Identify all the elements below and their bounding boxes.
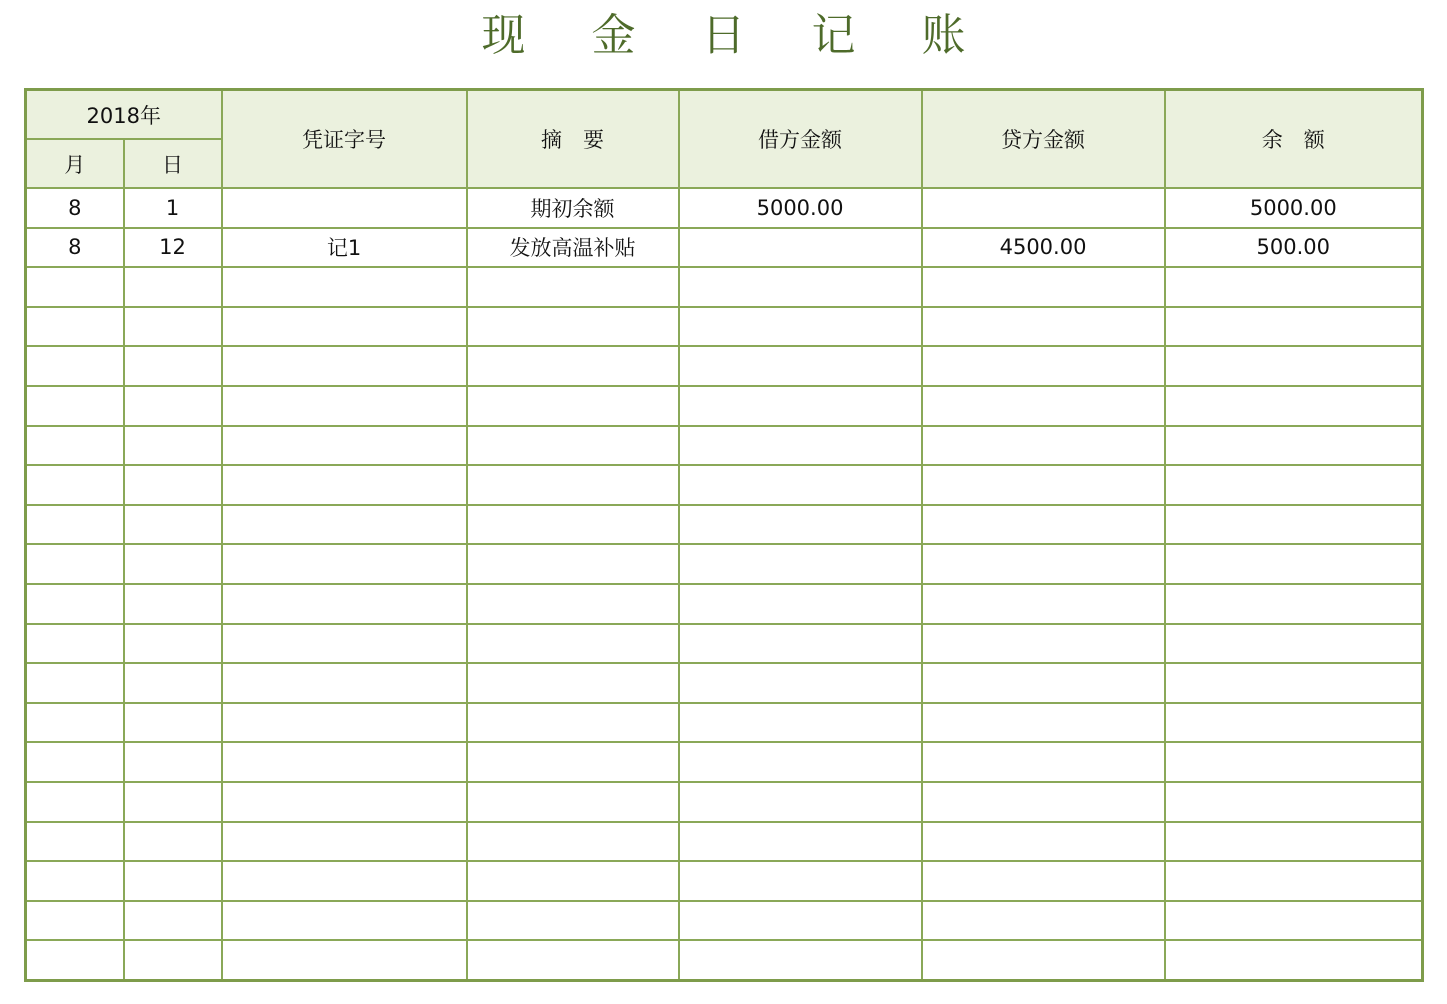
cell-debit[interactable] bbox=[679, 584, 922, 624]
cell-credit[interactable] bbox=[922, 188, 1165, 228]
cell-voucher[interactable] bbox=[222, 584, 467, 624]
header-month: 月 bbox=[26, 139, 124, 188]
cell-day[interactable] bbox=[124, 624, 222, 664]
cell-credit[interactable] bbox=[922, 703, 1165, 743]
cell-voucher[interactable] bbox=[222, 267, 467, 307]
cell-debit[interactable] bbox=[679, 703, 922, 743]
cell-balance[interactable] bbox=[1165, 426, 1423, 466]
cell-balance[interactable] bbox=[1165, 346, 1423, 386]
cell-day[interactable] bbox=[124, 544, 222, 584]
cell-voucher[interactable] bbox=[222, 663, 467, 703]
cell-voucher[interactable] bbox=[222, 544, 467, 584]
cell-summary[interactable]: 发放高温补贴 bbox=[467, 228, 679, 268]
table-row bbox=[26, 505, 1423, 545]
table-row bbox=[26, 940, 1423, 980]
cell-balance[interactable] bbox=[1165, 703, 1423, 743]
cell-summary[interactable]: 期初余额 bbox=[467, 188, 679, 228]
cell-credit[interactable] bbox=[922, 901, 1165, 941]
cell-debit[interactable] bbox=[679, 544, 922, 584]
cell-day[interactable]: 1 bbox=[124, 188, 222, 228]
cell-debit[interactable] bbox=[679, 940, 922, 980]
cell-credit[interactable] bbox=[922, 267, 1165, 307]
cell-balance[interactable] bbox=[1165, 386, 1423, 426]
table-row bbox=[26, 822, 1423, 862]
table-body bbox=[26, 188, 1423, 980]
cell-voucher[interactable] bbox=[222, 822, 467, 862]
cell-debit[interactable] bbox=[679, 346, 922, 386]
cell-day[interactable] bbox=[124, 742, 222, 782]
cell-month[interactable] bbox=[26, 346, 124, 386]
header-credit: 贷方金额 bbox=[922, 90, 1165, 189]
cell-voucher[interactable] bbox=[222, 386, 467, 426]
cell-balance[interactable] bbox=[1165, 624, 1423, 664]
cell-balance[interactable] bbox=[1165, 505, 1423, 545]
cell-day[interactable] bbox=[124, 663, 222, 703]
header-debit: 借方金额 bbox=[679, 90, 922, 189]
cell-debit[interactable] bbox=[679, 822, 922, 862]
cell-summary[interactable] bbox=[467, 584, 679, 624]
cell-balance[interactable] bbox=[1165, 901, 1423, 941]
cell-voucher[interactable] bbox=[222, 861, 467, 901]
cell-summary[interactable] bbox=[467, 822, 679, 862]
table-row bbox=[26, 861, 1423, 901]
table-row bbox=[26, 465, 1423, 505]
cell-voucher[interactable] bbox=[222, 901, 467, 941]
cell-day[interactable] bbox=[124, 465, 222, 505]
cell-voucher[interactable] bbox=[222, 465, 467, 505]
cell-balance[interactable] bbox=[1165, 544, 1423, 584]
cell-summary[interactable] bbox=[467, 267, 679, 307]
cell-day[interactable]: 12 bbox=[124, 228, 222, 268]
cell-balance[interactable] bbox=[1165, 742, 1423, 782]
cell-voucher[interactable]: 记1 bbox=[222, 228, 467, 268]
cell-summary[interactable] bbox=[467, 624, 679, 664]
cell-day[interactable] bbox=[124, 267, 222, 307]
cell-debit[interactable] bbox=[679, 267, 922, 307]
cell-day[interactable] bbox=[124, 346, 222, 386]
cell-credit[interactable] bbox=[922, 544, 1165, 584]
cell-summary[interactable] bbox=[467, 505, 679, 545]
cell-credit[interactable] bbox=[922, 426, 1165, 466]
cell-voucher[interactable] bbox=[222, 346, 467, 386]
cell-voucher[interactable] bbox=[222, 188, 467, 228]
cell-voucher[interactable] bbox=[222, 426, 467, 466]
table-row bbox=[26, 782, 1423, 822]
cell-month[interactable] bbox=[26, 822, 124, 862]
cell-balance[interactable]: 500.00 bbox=[1165, 228, 1423, 268]
cell-debit[interactable] bbox=[679, 901, 922, 941]
table-row bbox=[26, 584, 1423, 624]
cell-credit[interactable] bbox=[922, 624, 1165, 664]
cell-month[interactable] bbox=[26, 940, 124, 980]
cell-month[interactable] bbox=[26, 703, 124, 743]
page-title: 现 金 日 记 账 bbox=[481, 10, 992, 61]
table-row bbox=[26, 742, 1423, 782]
table-row bbox=[26, 307, 1423, 347]
cell-month[interactable] bbox=[26, 624, 124, 664]
cell-credit[interactable] bbox=[922, 940, 1165, 980]
cell-credit[interactable]: 4500.00 bbox=[922, 228, 1165, 268]
cell-day[interactable] bbox=[124, 940, 222, 980]
header-balance: 余 额 bbox=[1165, 90, 1423, 189]
header-summary: 摘 要 bbox=[467, 90, 679, 189]
cell-month[interactable]: 8 bbox=[26, 188, 124, 228]
cell-day[interactable] bbox=[124, 822, 222, 862]
cell-credit[interactable] bbox=[922, 386, 1165, 426]
table-row bbox=[26, 188, 1423, 228]
cell-month[interactable] bbox=[26, 505, 124, 545]
cell-balance[interactable] bbox=[1165, 782, 1423, 822]
cell-summary[interactable] bbox=[467, 861, 679, 901]
cell-credit[interactable] bbox=[922, 742, 1165, 782]
cell-summary[interactable] bbox=[467, 307, 679, 347]
table-row bbox=[26, 703, 1423, 743]
cell-voucher[interactable] bbox=[222, 703, 467, 743]
cell-balance[interactable]: 5000.00 bbox=[1165, 188, 1423, 228]
table-row bbox=[26, 267, 1423, 307]
cell-summary[interactable] bbox=[467, 703, 679, 743]
cell-credit[interactable] bbox=[922, 822, 1165, 862]
cell-month[interactable] bbox=[26, 386, 124, 426]
header-voucher: 凭证字号 bbox=[222, 90, 467, 189]
cell-voucher[interactable] bbox=[222, 307, 467, 347]
cell-balance[interactable] bbox=[1165, 465, 1423, 505]
cell-month[interactable] bbox=[26, 465, 124, 505]
cell-voucher[interactable] bbox=[222, 624, 467, 664]
cash-journal-table bbox=[24, 88, 1424, 982]
cell-debit[interactable] bbox=[679, 742, 922, 782]
cell-credit[interactable] bbox=[922, 346, 1165, 386]
cell-month[interactable] bbox=[26, 742, 124, 782]
header-year: 2018年 bbox=[26, 90, 222, 140]
table-row bbox=[26, 901, 1423, 941]
cell-credit[interactable] bbox=[922, 584, 1165, 624]
cell-debit[interactable] bbox=[679, 663, 922, 703]
cell-credit[interactable] bbox=[922, 663, 1165, 703]
cell-month[interactable] bbox=[26, 426, 124, 466]
cell-month[interactable] bbox=[26, 901, 124, 941]
cell-summary[interactable] bbox=[467, 663, 679, 703]
cell-summary[interactable] bbox=[467, 940, 679, 980]
cell-month[interactable] bbox=[26, 782, 124, 822]
cell-day[interactable] bbox=[124, 703, 222, 743]
cell-credit[interactable] bbox=[922, 505, 1165, 545]
cell-day[interactable] bbox=[124, 307, 222, 347]
cell-summary[interactable] bbox=[467, 426, 679, 466]
cell-month[interactable] bbox=[26, 663, 124, 703]
cell-balance[interactable] bbox=[1165, 663, 1423, 703]
cell-voucher[interactable] bbox=[222, 742, 467, 782]
cell-balance[interactable] bbox=[1165, 267, 1423, 307]
cell-balance[interactable] bbox=[1165, 307, 1423, 347]
cell-summary[interactable] bbox=[467, 782, 679, 822]
table-row bbox=[26, 228, 1423, 268]
cell-summary[interactable] bbox=[467, 346, 679, 386]
cell-voucher[interactable] bbox=[222, 782, 467, 822]
cell-debit[interactable] bbox=[679, 505, 922, 545]
table-row bbox=[26, 346, 1423, 386]
cell-month[interactable]: 8 bbox=[26, 228, 124, 268]
cell-balance[interactable] bbox=[1165, 822, 1423, 862]
cell-voucher[interactable] bbox=[222, 940, 467, 980]
table-header bbox=[26, 90, 1423, 189]
header-day: 日 bbox=[124, 139, 222, 188]
cell-summary[interactable] bbox=[467, 386, 679, 426]
cell-month[interactable] bbox=[26, 307, 124, 347]
cell-credit[interactable] bbox=[922, 465, 1165, 505]
cell-day[interactable] bbox=[124, 505, 222, 545]
cell-month[interactable] bbox=[26, 544, 124, 584]
cell-day[interactable] bbox=[124, 901, 222, 941]
cell-debit[interactable] bbox=[679, 426, 922, 466]
cell-balance[interactable] bbox=[1165, 861, 1423, 901]
cell-balance[interactable] bbox=[1165, 584, 1423, 624]
cell-debit[interactable] bbox=[679, 465, 922, 505]
table-row bbox=[26, 624, 1423, 664]
cell-summary[interactable] bbox=[467, 901, 679, 941]
cell-credit[interactable] bbox=[922, 782, 1165, 822]
cell-credit[interactable] bbox=[922, 861, 1165, 901]
cell-month[interactable] bbox=[26, 267, 124, 307]
cell-summary[interactable] bbox=[467, 742, 679, 782]
cell-debit[interactable] bbox=[679, 782, 922, 822]
cell-day[interactable] bbox=[124, 386, 222, 426]
cell-summary[interactable] bbox=[467, 544, 679, 584]
cell-balance[interactable] bbox=[1165, 940, 1423, 980]
cell-credit[interactable] bbox=[922, 307, 1165, 347]
cell-month[interactable] bbox=[26, 584, 124, 624]
cell-voucher[interactable] bbox=[222, 505, 467, 545]
cell-month[interactable] bbox=[26, 861, 124, 901]
cell-debit[interactable] bbox=[679, 861, 922, 901]
table-row bbox=[26, 426, 1423, 466]
cell-debit[interactable] bbox=[679, 307, 922, 347]
cell-day[interactable] bbox=[124, 861, 222, 901]
cell-debit[interactable] bbox=[679, 228, 922, 268]
table-row bbox=[26, 386, 1423, 426]
cell-debit[interactable] bbox=[679, 624, 922, 664]
cell-day[interactable] bbox=[124, 426, 222, 466]
cell-day[interactable] bbox=[124, 584, 222, 624]
cell-debit[interactable]: 5000.00 bbox=[679, 188, 922, 228]
cell-day[interactable] bbox=[124, 782, 222, 822]
table-row bbox=[26, 544, 1423, 584]
cell-summary[interactable] bbox=[467, 465, 679, 505]
table-row bbox=[26, 663, 1423, 703]
cell-debit[interactable] bbox=[679, 386, 922, 426]
